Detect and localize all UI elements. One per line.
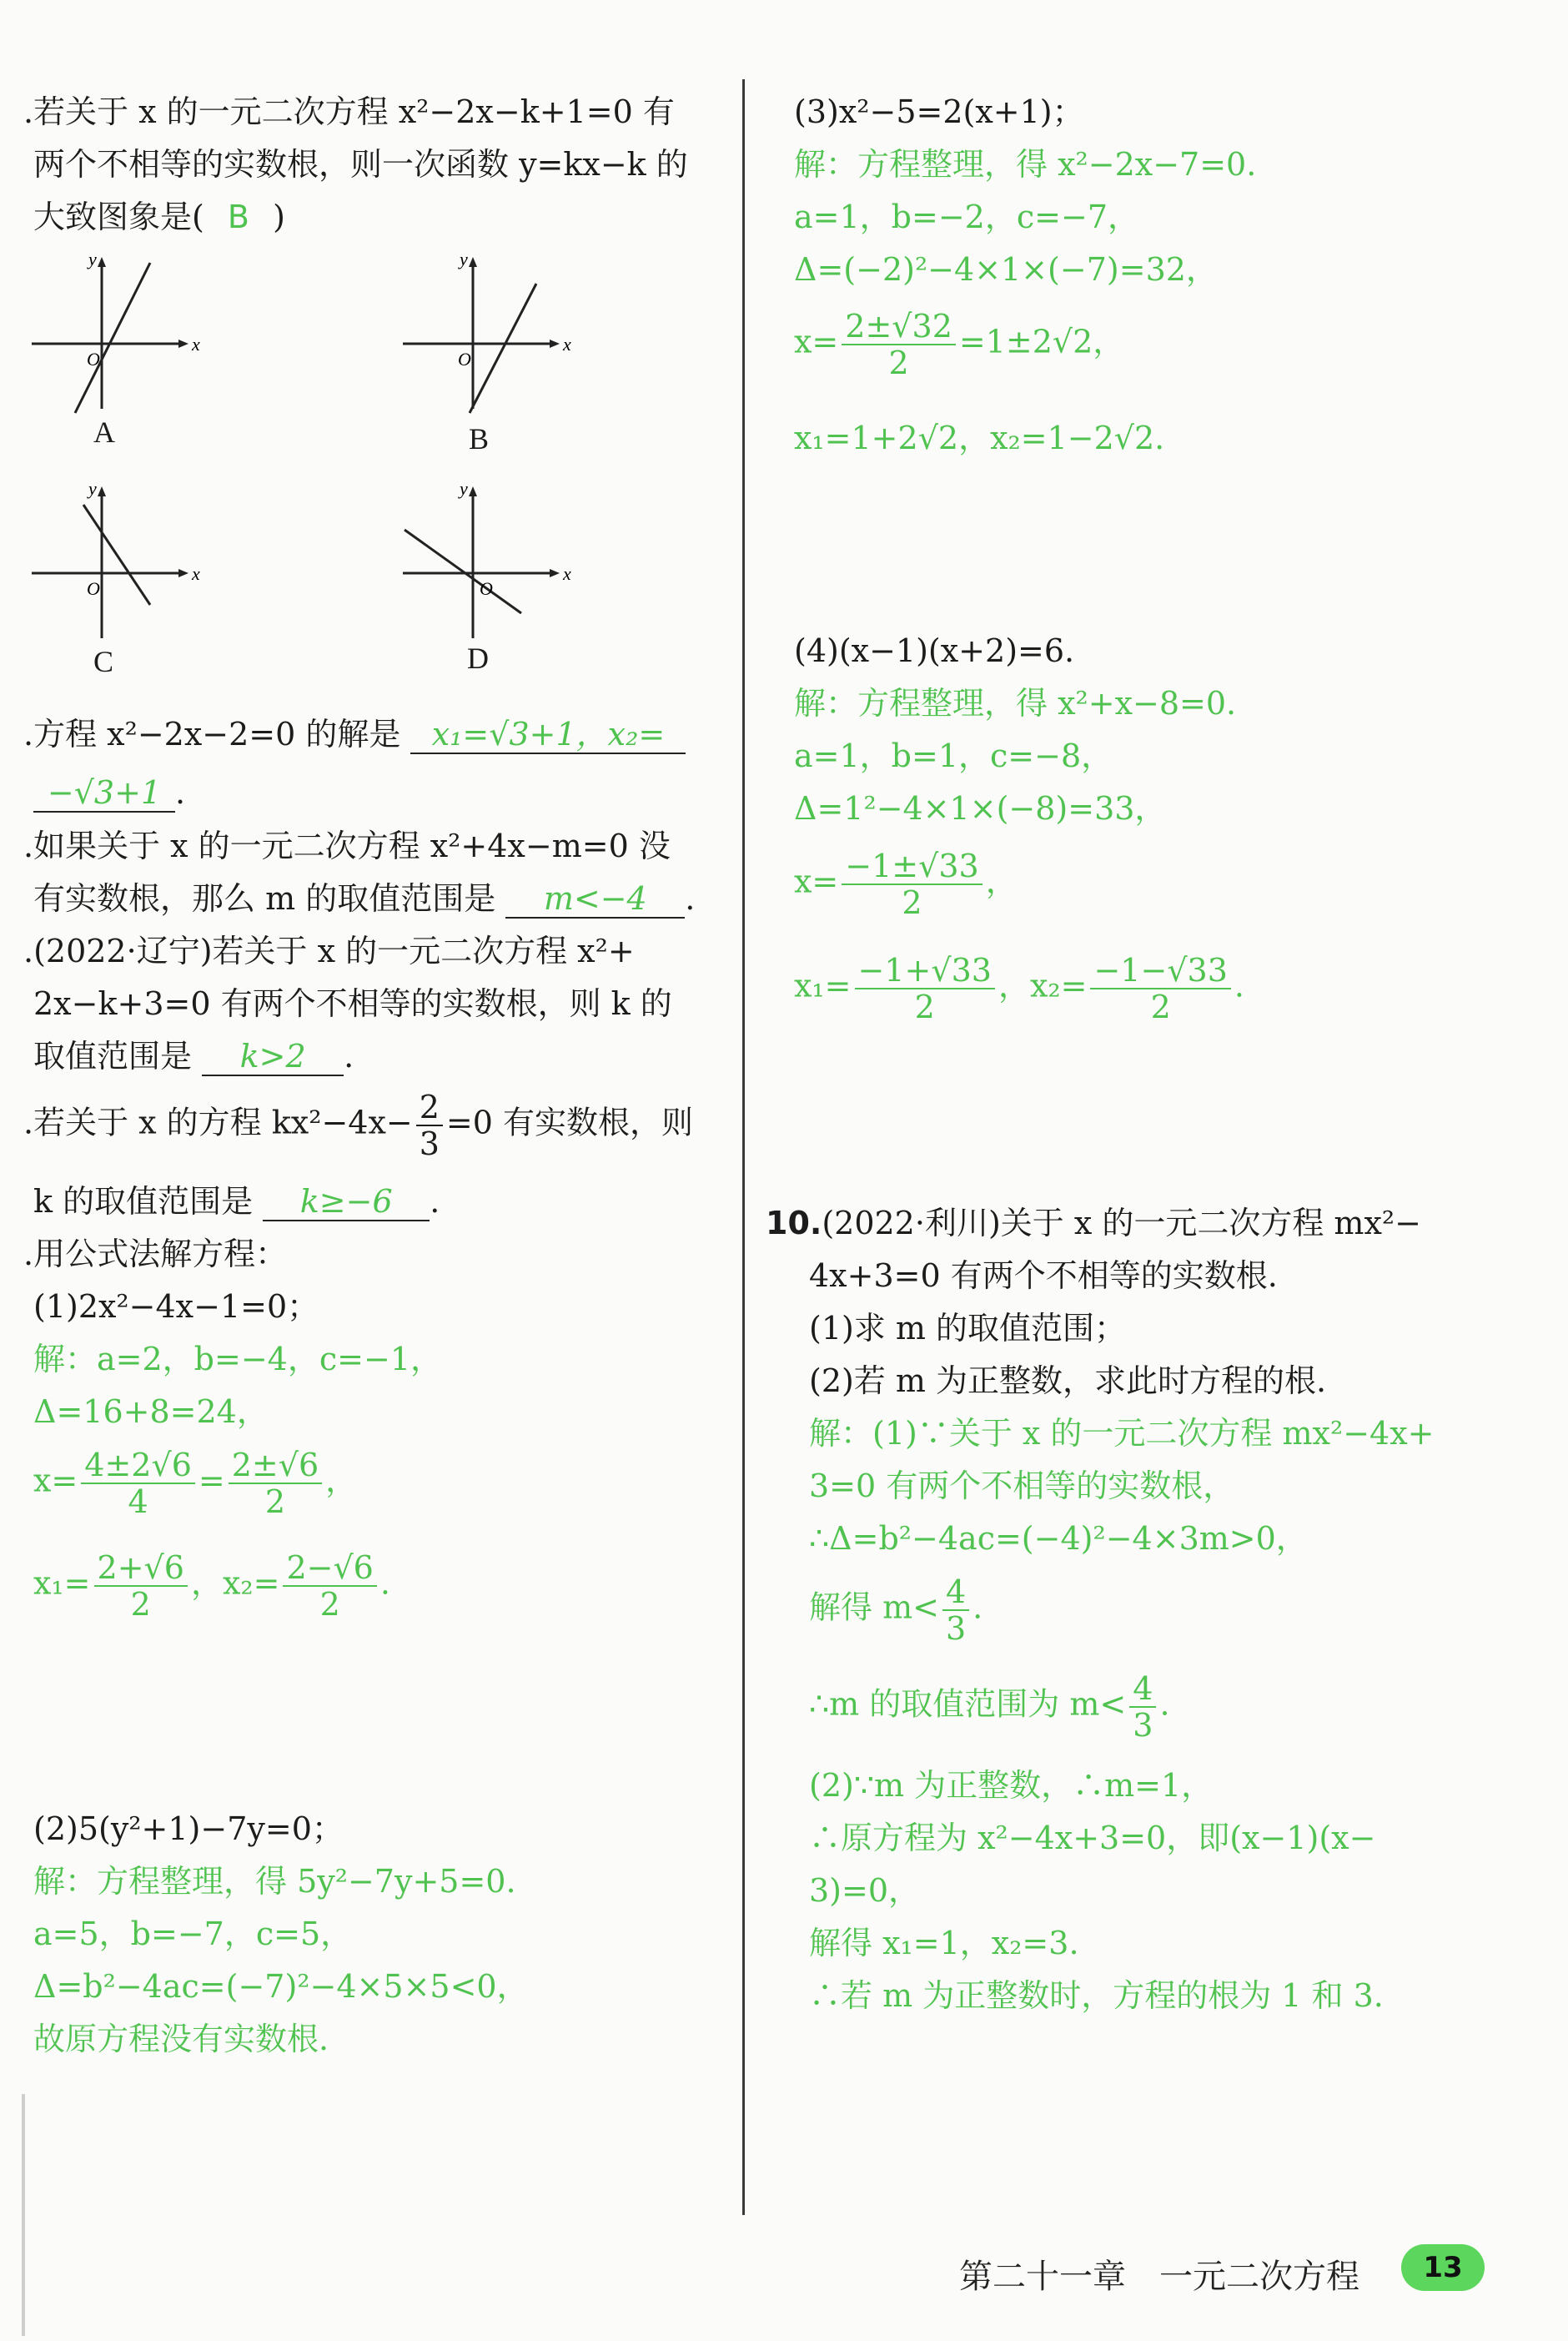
- q6-stem: .方程 x²−2x−2=0 的解是: [23, 716, 401, 753]
- p1-frac1-den: 4: [128, 1483, 148, 1520]
- q9-frac-den: 3: [419, 1125, 440, 1162]
- p3-step1: 解：方程整理，得 x²−2x−7=0.: [794, 146, 1257, 183]
- p4-roots: x₁= $\frac{-1+√33}{2}$ ，x₂= $\frac{-1-√33}{2}$ .: [794, 952, 1244, 1025]
- graph-a-x-label: x: [192, 334, 200, 355]
- q10-ans4: [809, 1574, 983, 1646]
- q10-ans1: 解：(1)∵关于 x 的一元二次方程 mx²−4x+: [809, 1415, 1435, 1452]
- graph-a-origin: O: [87, 349, 100, 370]
- graph-a-y-label: y: [88, 250, 97, 269]
- graph-b-x-label: x: [563, 334, 571, 355]
- q10-ans9: 解得 x₁=1，x₂=3.: [809, 1925, 1079, 1961]
- p4-x1-num: −1+√33: [855, 953, 995, 989]
- page-number-badge: 13: [1401, 2244, 1485, 2291]
- p1-x-label: x=: [33, 1462, 78, 1499]
- q9-frac-num: 2: [416, 1090, 443, 1126]
- p3-x-label: x=: [794, 323, 839, 360]
- q10-number: 10.: [766, 1205, 822, 1241]
- p4-frac-den: 2: [902, 884, 922, 921]
- q10-ans5-den: 3: [1133, 1707, 1153, 1744]
- p4-x2-frac: [1090, 953, 1230, 1025]
- p4-step2: a=1，b=1，c=−8，: [794, 738, 1113, 774]
- graph-c-x-label: x: [192, 563, 200, 584]
- p3-frac-den: 2: [888, 345, 909, 381]
- q10-ans4-frac: [942, 1574, 969, 1646]
- graph-a: [25, 250, 217, 417]
- q7-period: .: [685, 880, 696, 917]
- q10-line3: (1)求 m 的取值范围；: [809, 1310, 1127, 1347]
- q8-period: .: [344, 1038, 354, 1075]
- p4-step1: 解：方程整理，得 x²+x−8=0.: [794, 685, 1237, 722]
- p1-x2-label: ，x₂=: [190, 1564, 280, 1602]
- p1-x1-frac: [94, 1550, 188, 1622]
- p1-stem: (1)2x²−4x−1=0；: [33, 1288, 319, 1325]
- p1-step2: Δ=16+8=24，: [33, 1393, 269, 1430]
- q9-line2: [33, 1183, 440, 1221]
- q10-ans5: [809, 1671, 1170, 1743]
- q10-ans5-period: .: [1159, 1685, 1170, 1723]
- p2-step2: a=5，b=−7，c=5，: [33, 1916, 353, 1952]
- p3-frac: [842, 309, 956, 380]
- p3-step2: a=1，b=−2，c=−7，: [794, 199, 1139, 235]
- q10-stem1: (2022·利川)关于 x 的一元二次方程 mx²−: [822, 1205, 1421, 1241]
- p4-frac-num: −1±√33: [842, 848, 982, 885]
- q10-ans6: (2)∵m 为正整数，∴m=1，: [809, 1767, 1214, 1804]
- graph-c-label: C: [93, 645, 114, 678]
- q10-ans2: 3=0 有两个不相等的实数根，: [809, 1468, 1235, 1504]
- p4-frac: [842, 848, 982, 920]
- q5-line3-text: 大致图象是(: [33, 199, 204, 235]
- p1-frac1-num: 4±2√6: [81, 1447, 195, 1484]
- p3-step3: Δ=(−2)²−4×1×(−7)=32，: [794, 251, 1218, 288]
- graph-b-origin: O: [458, 349, 471, 370]
- p1-step3: x= $\frac{4\pm 2√6}{4}$ = $\frac{2\pm√6}{2}$ ，: [33, 1447, 358, 1520]
- q10-ans5-frac: [1129, 1671, 1156, 1743]
- q10-ans10: ∴若 m 为正整数时，方程的根为 1 和 3.: [809, 1977, 1384, 2014]
- p4-x1-den: 2: [914, 989, 935, 1025]
- q10-line1: [766, 1205, 1421, 1241]
- q6-line2: [33, 774, 185, 813]
- p4-x-label: x=: [794, 863, 839, 900]
- p4-step4: x= $\frac{-1\pm√33}{2}$ ，: [794, 848, 1018, 921]
- p1-frac2-num: 2±√6: [229, 1447, 322, 1484]
- p1-x2-den: 2: [319, 1586, 340, 1623]
- q10-ans7: ∴原方程为 x²−4x+3=0，即(x−1)(x−: [809, 1820, 1376, 1856]
- q5-line3-close: ): [273, 199, 285, 235]
- q-formula-title: .用公式法解方程：: [23, 1236, 288, 1272]
- q8-line2: 2x−k+3=0 有两个不相等的实数根，则 k 的: [33, 985, 672, 1022]
- q10-line4: (2)若 m 为正整数，求此时方程的根.: [809, 1362, 1327, 1399]
- p4-x2-label: ，x₂=: [998, 967, 1088, 1004]
- q7-answer: m<−4: [543, 880, 647, 917]
- graph-d: [396, 480, 588, 647]
- p1-x1-num: 2+√6: [94, 1550, 188, 1587]
- p3-frac-num: 2±√32: [842, 309, 956, 345]
- p2-step3: Δ=b²−4ac=(−7)²−4×5×5<0，: [33, 1968, 529, 2005]
- q7-blank: [505, 880, 685, 919]
- p1-x2-num: 2−√6: [283, 1550, 376, 1587]
- q10-ans5-text: ∴m 的取值范围为 m<: [809, 1685, 1127, 1723]
- q6-blank1: [410, 716, 686, 754]
- p4-x2-den: 2: [1150, 989, 1171, 1025]
- p3-roots: x₁=1+2√2，x₂=1−2√2.: [794, 420, 1165, 456]
- q6-blank2: [33, 774, 175, 813]
- q8-blank: [202, 1038, 344, 1076]
- q5-line2: 两个不相等的实数根，则一次函数 y=kx−k 的: [33, 146, 688, 183]
- graph-c-y-label: y: [88, 480, 97, 499]
- p1-frac1: [81, 1447, 195, 1519]
- q8-line1: .(2022·辽宁)若关于 x 的一元二次方程 x²+: [23, 933, 635, 969]
- graph-a-label: A: [93, 415, 115, 449]
- graph-d-origin: O: [480, 578, 493, 599]
- p4-x2-num: −1−√33: [1090, 953, 1230, 989]
- q7-line1: .如果关于 x 的一元二次方程 x²+4x−m=0 没: [23, 828, 671, 864]
- q9-stem2: k 的取值范围是: [33, 1183, 254, 1220]
- q9-stem: .若关于 x 的方程 kx²−4x−: [23, 1104, 413, 1141]
- p3-step4: [794, 309, 1124, 380]
- q9-stem-end: =0 有实数根，则: [445, 1104, 694, 1141]
- p1-frac2-den: 2: [264, 1483, 286, 1520]
- q5-line3: [33, 199, 285, 235]
- p2-step4: 故原方程没有实数根.: [33, 2021, 329, 2057]
- page-edge-mark: [22, 2094, 25, 2336]
- p2-stem: (2)5(y²+1)−7y=0；: [33, 1810, 344, 1847]
- q8-line3: [33, 1038, 354, 1076]
- q10-ans4-period: .: [972, 1588, 983, 1626]
- p1-x1-label: x₁=: [33, 1564, 91, 1602]
- q8-stem: 取值范围是: [33, 1038, 193, 1075]
- p1-x1-den: 2: [130, 1586, 151, 1623]
- q7-line2: [33, 880, 695, 919]
- p4-step3: Δ=1²−4×1×(−8)=33，: [794, 790, 1167, 827]
- q5-answer: B: [227, 199, 249, 235]
- graph-b-label: B: [469, 422, 490, 456]
- p4-stem: (4)(x−1)(x+2)=6.: [794, 632, 1075, 669]
- q10-ans3: ∴Δ=b²−4ac=(−4)²−4×3m>0，: [809, 1520, 1308, 1557]
- q10-line2: 4x+3=0 有两个不相等的实数根.: [809, 1257, 1278, 1294]
- q10-ans8: 3)=0，: [809, 1872, 921, 1909]
- q9-blank: [263, 1183, 430, 1221]
- q6-line1: [23, 716, 686, 754]
- p1-roots: x₁= $\frac{2+√6}{2}$ ，x₂= $\frac{2-√6}{2}$ .: [33, 1549, 390, 1623]
- q6-period: .: [175, 774, 186, 811]
- q7-stem: 有实数根，那么 m 的取值范围是: [33, 880, 496, 917]
- q9-line1: [23, 1090, 693, 1161]
- graph-c: [25, 480, 217, 647]
- q8-answer: k>2: [239, 1038, 306, 1075]
- q9-period: .: [430, 1183, 440, 1220]
- p4-x1-frac: [855, 953, 995, 1025]
- p3-simplified: =1±2√2，: [958, 323, 1125, 360]
- graph-b-y-label: y: [460, 250, 468, 269]
- q10-ans4-text: 解得 m<: [809, 1588, 939, 1626]
- p3-stem: (3)x²−5=2(x+1)；: [794, 93, 1084, 130]
- q5-line1: .若关于 x 的一元二次方程 x²−2x−k+1=0 有: [23, 93, 675, 130]
- p1-step1: 解：a=2，b=−4，c=−1，: [33, 1341, 442, 1377]
- p2-step1: 解：方程整理，得 5y²−7y+5=0.: [33, 1863, 516, 1900]
- column-divider: [742, 79, 745, 2215]
- graph-d-label: D: [467, 642, 489, 675]
- q6-answer-part1: x₁=√3+1，x₂=: [431, 716, 666, 753]
- q10-ans4-den: 3: [945, 1610, 967, 1647]
- p1-x2-frac: [283, 1550, 376, 1622]
- graph-b: [396, 250, 588, 417]
- q6-answer-part2: −√3+1: [47, 774, 162, 811]
- q9-fraction: [416, 1090, 443, 1161]
- graph-c-origin: O: [87, 578, 100, 599]
- footer-chapter-title: 第二十一章 一元二次方程: [959, 2258, 1359, 2296]
- q10-ans5-num: 4: [1129, 1671, 1156, 1708]
- p4-x1-label: x₁=: [794, 967, 852, 1004]
- q10-ans4-num: 4: [942, 1574, 969, 1611]
- graph-d-x-label: x: [563, 563, 571, 584]
- graph-d-y-label: y: [460, 480, 468, 499]
- p1-frac2: [229, 1447, 322, 1519]
- q9-answer: k≥−6: [299, 1183, 393, 1220]
